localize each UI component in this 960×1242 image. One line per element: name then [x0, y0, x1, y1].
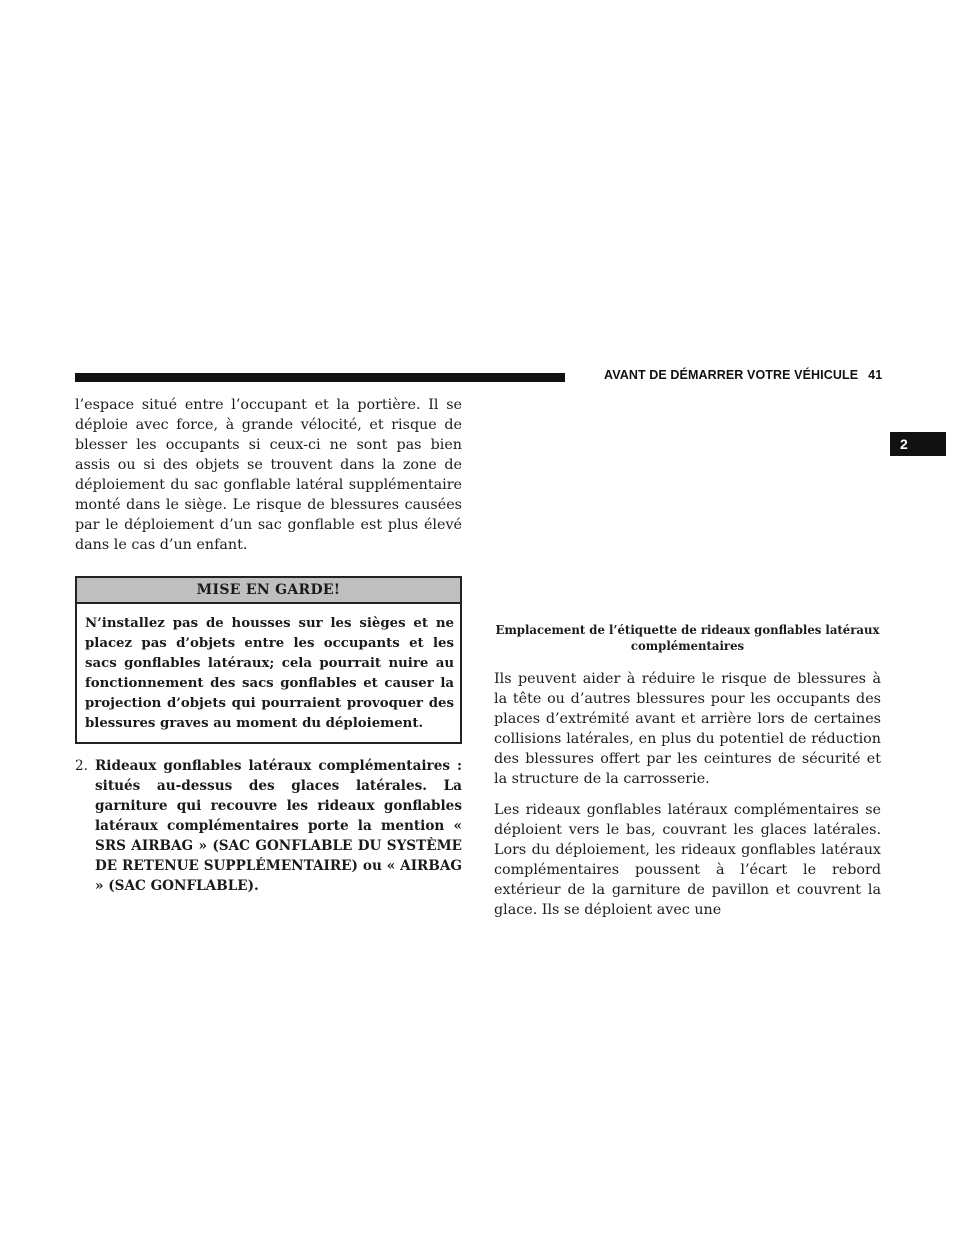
chapter-tab — [890, 432, 946, 456]
list-text: Rideaux gonflables latéraux complémentaires : situés au-dessus des glaces latérales. La garniture qui recouvre les rideaux gonflables latéraux complémentaires porte la mention « SRS AIRBAG » (SAC GONFLABLE DU SYSTÈME DE RETENUE SUPPLÉMENTAIRE) ou « AIRBAG » (SAC GONFLABLE). — [95, 758, 462, 894]
left-column — [75, 395, 462, 896]
paragraph-1: Ils peuvent aider à réduire le risque de blessures à la tête ou d’autres blessures pour les occupants des places d’extrémité avant et arrière lors de certaines collisions latérales, en plus du potentiel de réduction des blessures offert par les ceintures de sécurité et la structure de la carrosserie. — [494, 671, 881, 787]
list-number: 2. — [75, 758, 88, 774]
running-header — [604, 368, 882, 382]
paragraph-2: Les rideaux gonflables latéraux complémentaires se déploient vers le bas, couvrant les glaces latérales. Lors du déploiement, les rideaux gonflables latéraux complémentaires poussent à l’écart le rebord extérieur de la garniture de pavillon et couvrent la glace. Ils se déploient avec une — [494, 802, 881, 918]
section-title: AVANT DE DÉMARRER VOTRE VÉHICULE — [604, 368, 859, 382]
header-rule — [75, 373, 565, 382]
warning-title: MISE EN GARDE! — [77, 578, 460, 604]
list-item — [75, 756, 462, 896]
right-column — [494, 622, 881, 920]
figure-caption: Emplacement de l’étiquette de rideaux gonflables latéraux complémentaires — [495, 623, 880, 653]
warning-text: N’installez pas de housses sur les sièges et ne placez pas d’objets entre les occupants et les sacs gonflables latéraux; cela pourrait nuire au fonctionnement des sacs gonflables et causer la projection d’objets qui pourraient provoquer des blessures graves au moment du déploiement. — [85, 616, 454, 731]
warning-box — [75, 576, 462, 744]
page-number: 41 — [868, 368, 883, 382]
chapter-number: 2 — [900, 436, 908, 452]
intro-paragraph: l’espace situé entre l’occupant et la portière. Il se déploie avec force, à grande vélocité, et risque de blesser les occupants si ceux-ci ne sont pas bien assis ou si des objets se trouvent dans la zone de déploiement du sac gonflable latéral supplémentaire monté dans le siège. Le risque de blessures causées par le déploiement d’un sac gonflable est plus élevé dans le cas d’un enfant. — [75, 397, 462, 553]
